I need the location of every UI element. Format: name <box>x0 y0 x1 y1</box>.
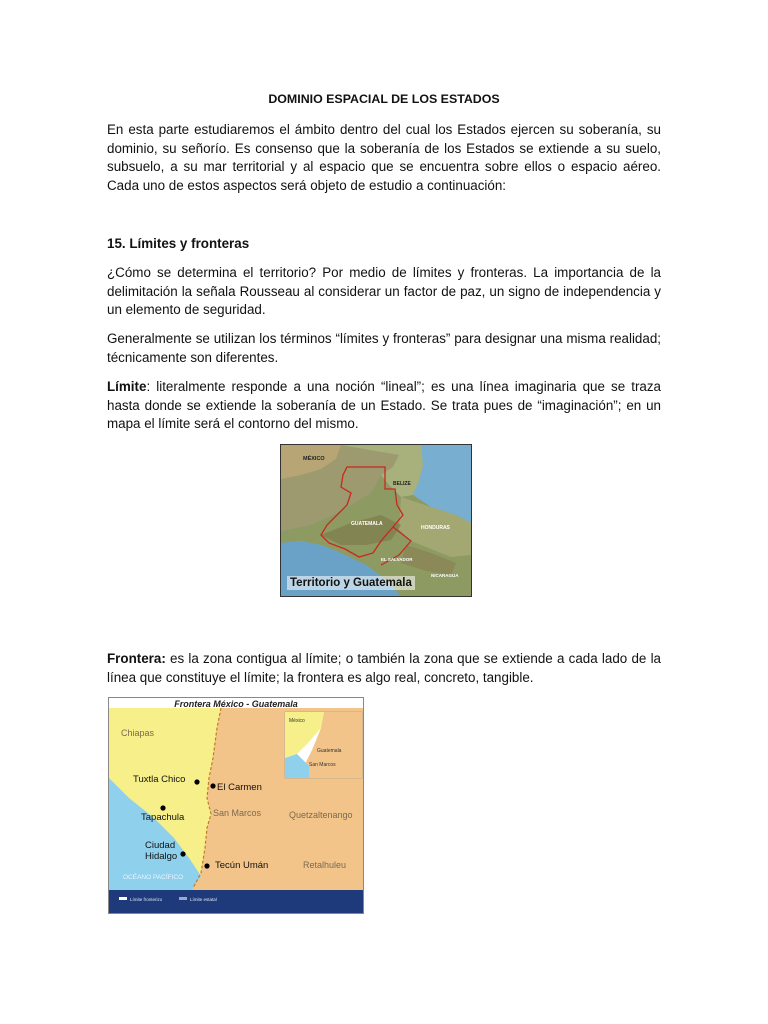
label-tecun-uman: Tecún Umán <box>215 860 269 871</box>
limite-definition: : literalmente responde a una noción “lineal”; es una línea imaginaria que se traza hasta donde se extiende la soberanía de un Estado. Se trata pues de “imaginación”; en un mapa el límite será el contorno del mismo. <box>107 379 661 432</box>
label-el-salvador: EL SALVADOR <box>381 557 413 562</box>
label-san-marcos: San Marcos <box>213 808 262 818</box>
legend-item-2: Límite estatal <box>190 897 217 902</box>
paragraph-limite <box>107 378 661 434</box>
paragraph-territorio: ¿Cómo se determina el territorio? Por medio de límites y fronteras. La importancia de la delimitación la señala Rousseau al considerar un factor de paz, un signo de independencia y un elemento de seguridad. <box>107 265 661 318</box>
document-title: DOMINIO ESPACIAL DE LOS ESTADOS <box>268 92 500 106</box>
label-hidalgo: Hidalgo <box>145 851 178 862</box>
label-belize: BELIZE <box>393 481 411 487</box>
map2-title: Frontera México - Guatemala <box>174 699 298 709</box>
label-ciudad: Ciudad <box>145 840 176 851</box>
inset-label-guatemala: Guatemala <box>317 748 342 754</box>
label-honduras: HONDURAS <box>421 525 450 531</box>
paragraph-frontera <box>107 650 661 687</box>
intro-paragraph: En esta parte estudiaremos el ámbito dentro del cual los Estados ejercen su soberanía, su dominio, su señorío. Es consenso que la soberanía de los Estados se extiende a su suelo, subsuelo, a su mar territorial y al espacio que se encuentra sobre ellos o espacio aéreo. Cada uno de estos aspectos será objeto de estudio a continuación: <box>107 122 661 193</box>
label-nicaragua: NICARAGUA <box>431 573 459 578</box>
border-map <box>108 697 364 914</box>
paragraph-terminos: Generalmente se utilizan los términos “límites y fronteras” para designar una misma realidad; técnicamente son diferentes. <box>107 331 661 365</box>
label-ocean: OCÉANO PACÍFICO <box>123 874 184 881</box>
label-tuxtla-chico: Tuxtla Chico <box>133 774 186 785</box>
label-quetzaltenango: Quetzaltenango <box>289 810 353 820</box>
guatemala-territory-map <box>280 444 472 597</box>
inset-label-san-marcos: San Marcos <box>309 762 336 768</box>
frontera-definition: es la zona contigua al límite; o también la zona que se extiende a cada lado de la línea que constituye el límite; la frontera es algo real, concreto, tangible. <box>107 651 661 685</box>
map1-caption: Territorio y Guatemala <box>287 576 415 590</box>
legend-item-1: Límite fronterizo <box>130 897 163 902</box>
frontera-term: Frontera: <box>107 651 166 666</box>
label-guatemala: GUATEMALA <box>351 521 383 527</box>
limite-term: Límite <box>107 379 147 394</box>
label-mexico: MÉXICO <box>303 456 325 462</box>
label-chiapas: Chiapas <box>121 728 155 738</box>
guatemala-map-graphic <box>281 445 471 596</box>
section-heading: 15. Límites y fronteras <box>107 236 250 251</box>
label-tapachula: Tapachula <box>141 812 185 823</box>
label-el-carmen: El Carmen <box>217 782 262 793</box>
label-retalhuleu: Retalhuleu <box>303 860 347 870</box>
inset-label-mexico: México <box>289 718 305 724</box>
